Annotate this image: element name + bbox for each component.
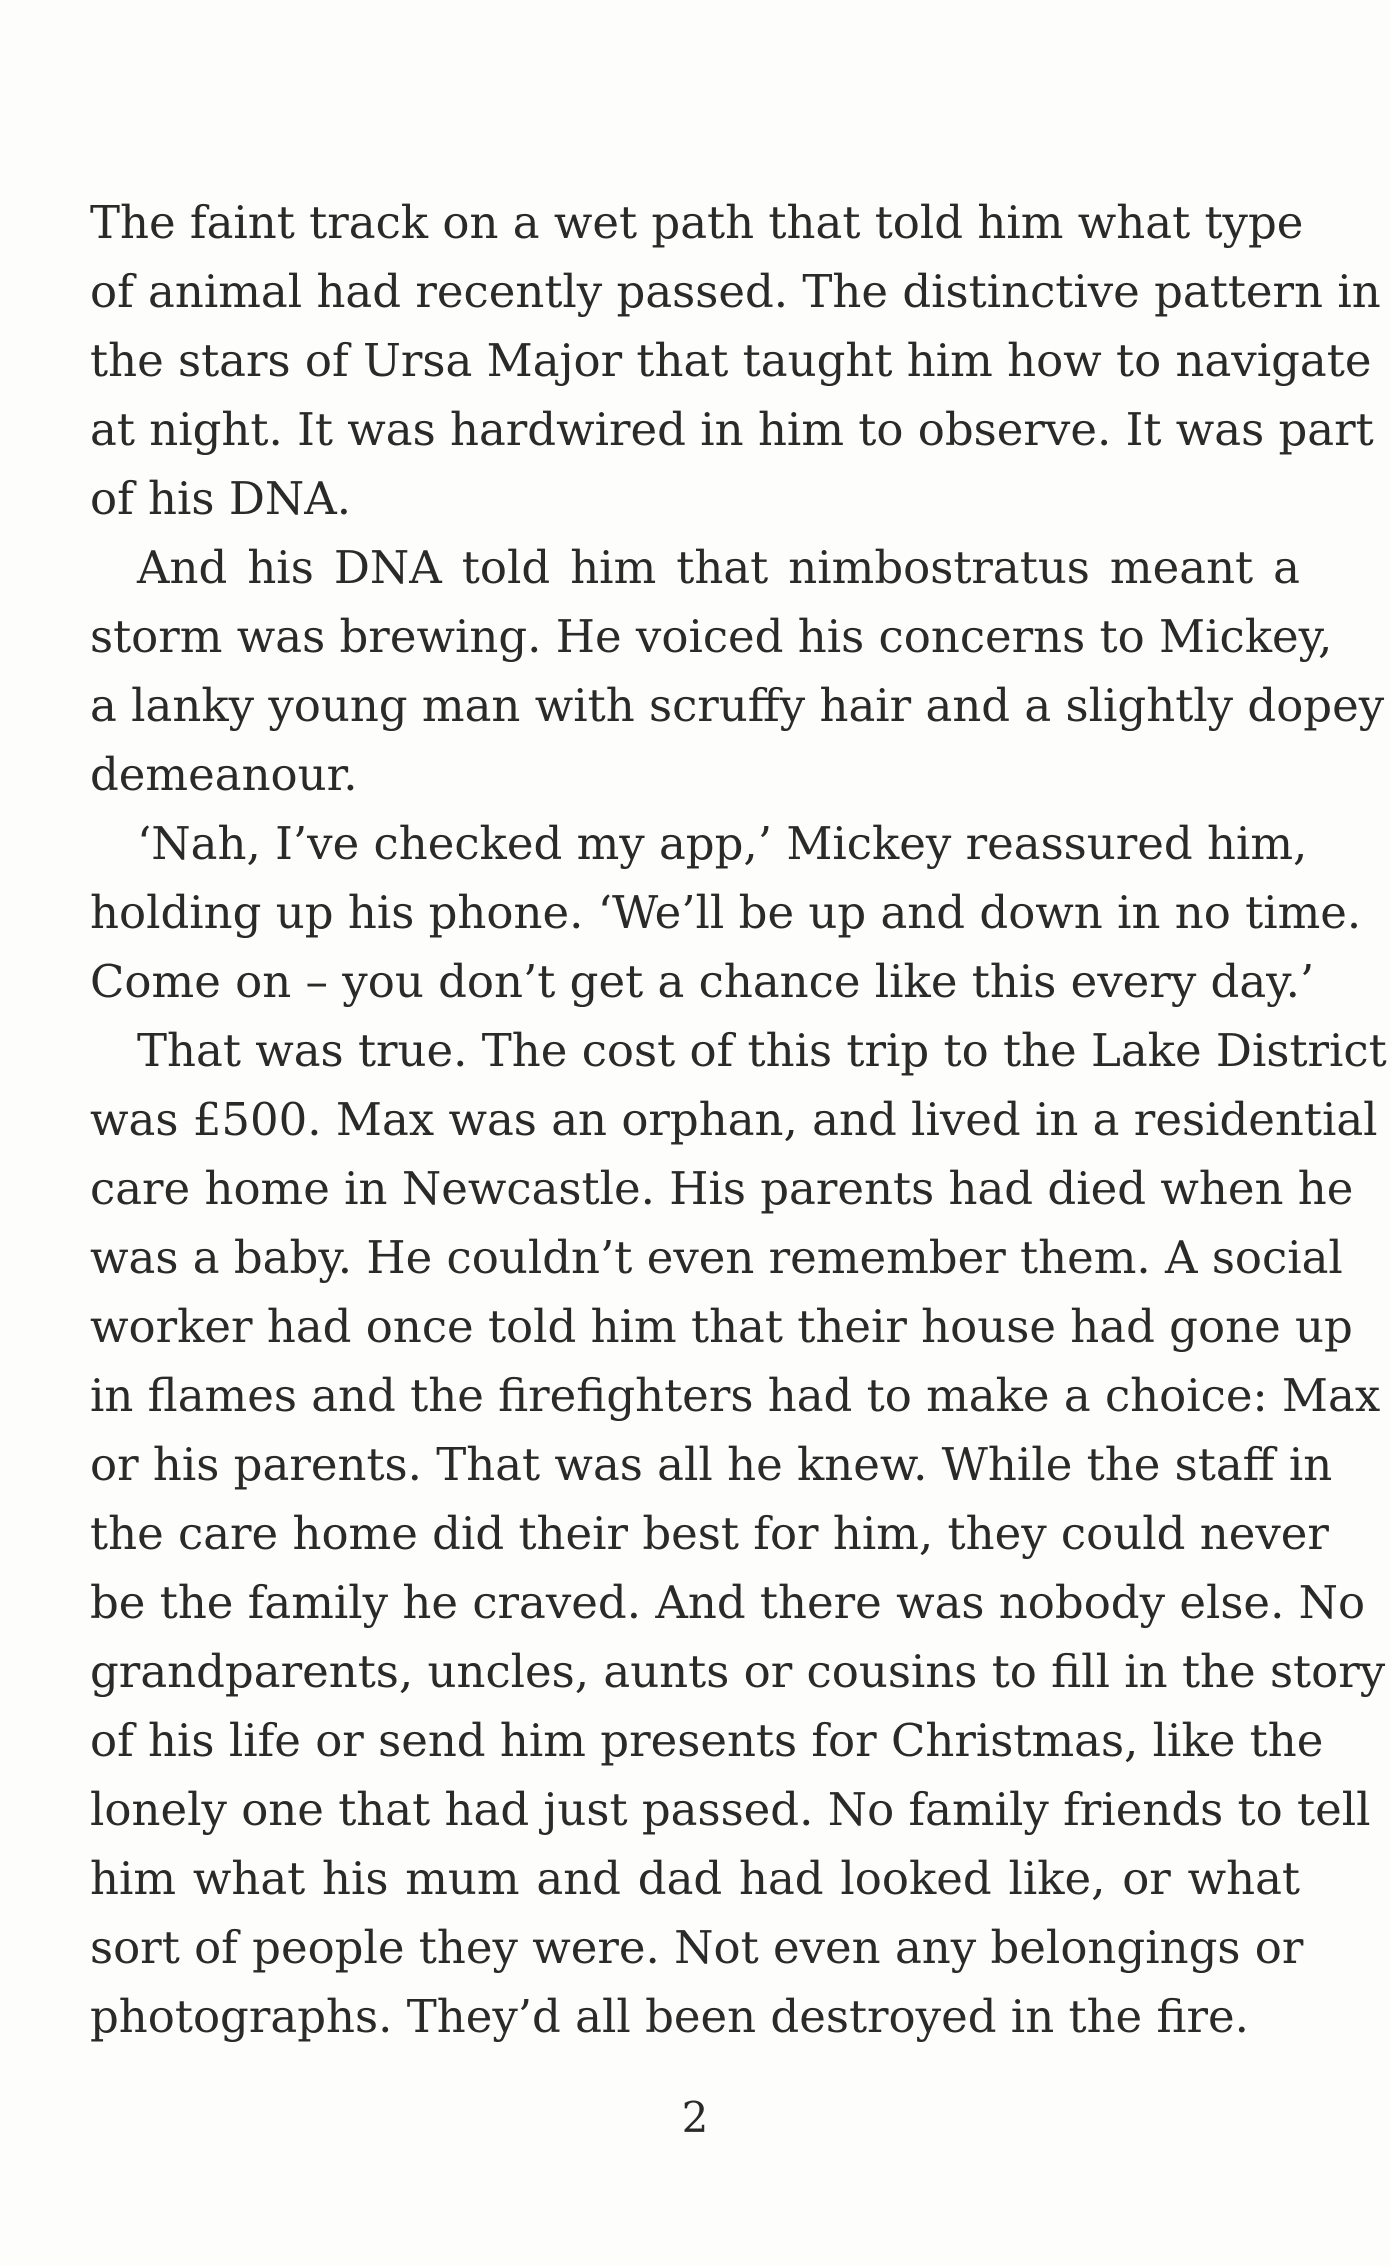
- text-line: sort of people they were. Not even any belongings or: [90, 1921, 1304, 1974]
- text-line: That was true. The cost of this trip to the Lake District: [137, 1024, 1387, 1077]
- text-line: him what his mum and dad had looked like, or what: [90, 1852, 1300, 1905]
- text-line: was £500. Max was an orphan, and lived in a residential: [90, 1093, 1378, 1146]
- text-line: lonely one that had just passed. No family friends to tell: [90, 1783, 1371, 1836]
- text-line: of his DNA.: [90, 472, 352, 525]
- text-line: or his parents. That was all he knew. While the staff in: [90, 1438, 1333, 1491]
- page-number: 2: [681, 2093, 709, 2142]
- text-line: the stars of Ursa Major that taught him how to navigate: [90, 334, 1372, 387]
- text-line: of his life or send him presents for Christmas, like the: [90, 1714, 1324, 1767]
- text-line: The faint track on a wet path that told him what type: [90, 196, 1304, 249]
- text-line: worker had once told him that their house had gone up: [90, 1300, 1353, 1353]
- text-line: demeanour.: [90, 748, 358, 801]
- text-line: storm was brewing. He voiced his concerns to Mickey,: [90, 610, 1333, 663]
- text-line: of animal had recently passed. The distinctive pattern in: [90, 265, 1381, 318]
- text-line: grandparents, uncles, aunts or cousins to fill in the story: [90, 1645, 1386, 1698]
- text-line: be the family he craved. And there was nobody else. No: [90, 1576, 1366, 1629]
- text-line: was a baby. He couldn’t even remember them. A social: [90, 1231, 1343, 1284]
- text-line: a lanky young man with scruffy hair and a slightly dopey: [90, 679, 1385, 732]
- text-line: photographs. They’d all been destroyed in the fire.: [90, 1990, 1249, 2043]
- text-line: And his DNA told him that nimbostratus meant a: [137, 541, 1300, 594]
- text-line: the care home did their best for him, they could never: [90, 1507, 1329, 1560]
- text-line: holding up his phone. ‘We’ll be up and down in no time.: [90, 886, 1362, 939]
- text-line: in flames and the firefighters had to make a choice: Max: [90, 1369, 1381, 1422]
- text-line: care home in Newcastle. His parents had died when he: [90, 1162, 1354, 1215]
- text-line: ‘Nah, I’ve checked my app,’ Mickey reassured him,: [137, 817, 1308, 870]
- text-line: at night. It was hardwired in him to observe. It was part: [90, 403, 1374, 456]
- body-text: [90, 188, 1387, 2051]
- text-line: Come on – you don’t get a chance like this every day.’: [90, 955, 1315, 1008]
